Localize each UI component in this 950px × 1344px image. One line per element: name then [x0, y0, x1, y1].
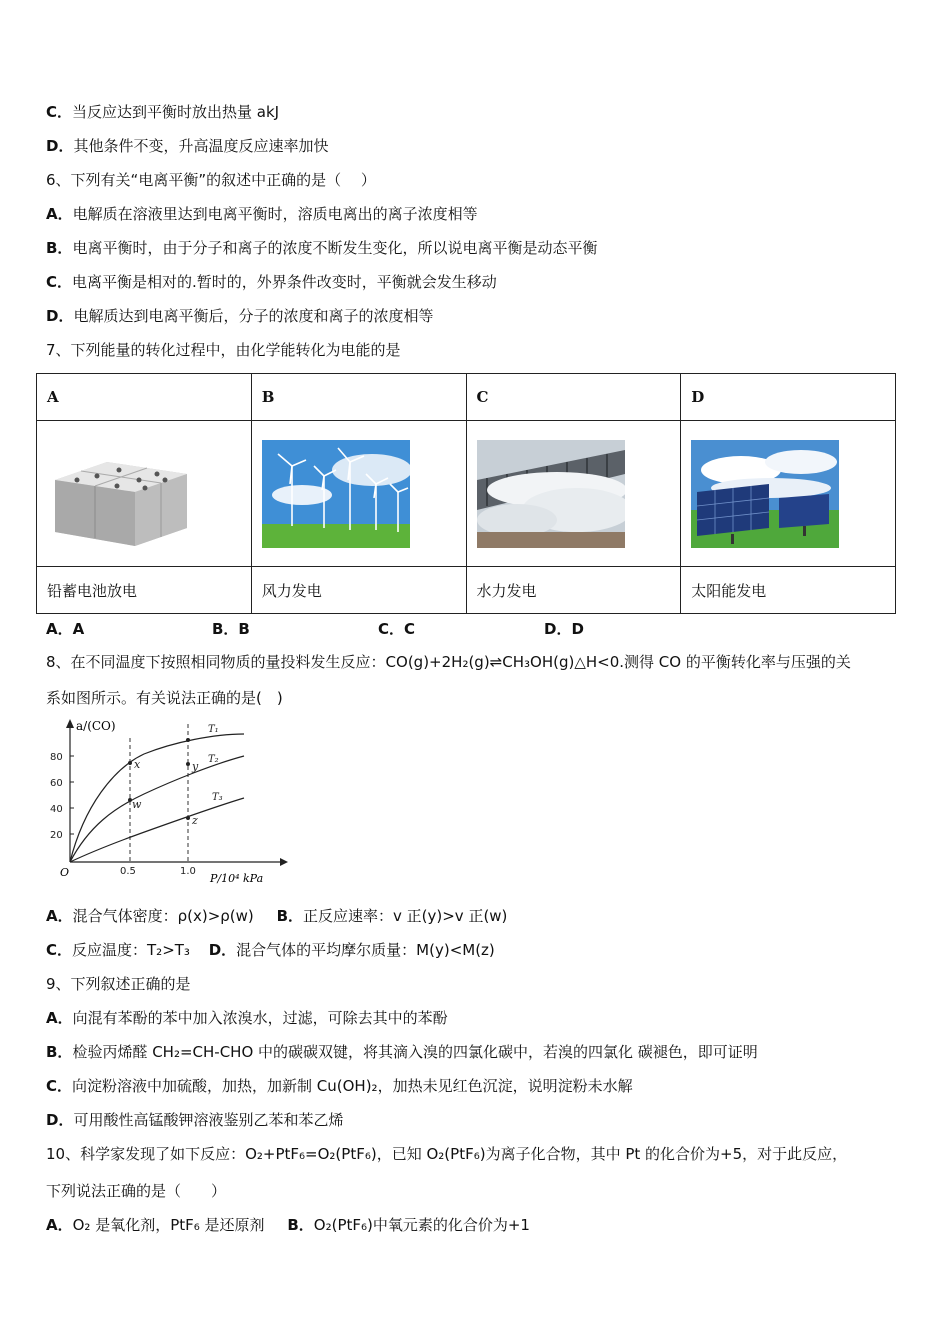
option-text: O₂ 是氧化剂，PtF₆ 是还原剂 — [72, 1216, 265, 1234]
y-axis-arrow — [66, 719, 74, 728]
table-header: A — [37, 374, 252, 421]
x-tick-label: 0.5 — [120, 866, 136, 877]
table-cell-label: 铅蓄电池放电 — [37, 567, 252, 614]
option-text: 混合气体密度：ρ(x)>ρ(w) — [72, 907, 254, 925]
question-10-stem-line2: 下列说法正确的是（ ） — [46, 1182, 227, 1200]
origin-label: O — [60, 866, 70, 879]
table-header: C — [466, 374, 681, 421]
curve-label-t1: T₁ — [208, 724, 219, 735]
option-line — [46, 136, 328, 156]
option-text: 电解质达到电离平衡后，分子的浓度和离子的浓度相等 — [73, 307, 434, 325]
option-text: 电解质在溶液里达到电离平衡时，溶质电离出的离子浓度相等 — [72, 205, 478, 223]
curve-t2 — [70, 756, 244, 862]
option-text: O₂(PtF₆)中氧元素的化合价为+1 — [313, 1216, 530, 1234]
option-line — [46, 306, 433, 326]
point-label-w: w — [132, 798, 142, 811]
y-tick-label: 60 — [50, 778, 63, 789]
option-text: 电离平衡是相对的.暂时的，外界条件改变时，平衡就会发生移动 — [72, 273, 497, 291]
answer-option: B．B — [212, 620, 250, 638]
option-letter: B． — [287, 1216, 314, 1234]
wind-image-cell — [251, 421, 466, 567]
option-line — [46, 1042, 758, 1062]
table-cell-label: 水力发电 — [466, 567, 681, 614]
question-6-stem: 6、下列有关“电离平衡”的叙述中正确的是（ ） — [46, 171, 376, 189]
solar-image-cell — [681, 421, 896, 567]
option-text: 其他条件不变，升高温度反应速率加快 — [73, 137, 329, 155]
option-letter: B． — [276, 907, 303, 925]
question-10-stem-line1: 10、科学家发现了如下反应：O₂+PtF₆=O₂(PtF₆)，已知 O₂(PtF₆)为离子化合物，其中 Pt 的化合价为+5，对于此反应， — [46, 1145, 848, 1163]
answer-option: C．C — [378, 620, 416, 638]
point-y — [186, 762, 190, 766]
table-header: D — [681, 374, 896, 421]
lead-acid-battery-image — [47, 440, 195, 548]
point-label-y: y — [192, 760, 199, 773]
option-letter: D． — [46, 307, 74, 325]
point-label-z: z — [192, 814, 198, 827]
wind-turbines-image — [262, 440, 410, 548]
table-header: B — [251, 374, 466, 421]
option-text: 反应温度：T₂>T₃ — [72, 941, 190, 959]
point-label-x: x — [134, 758, 141, 771]
x-axis-label: P/10⁴ kPa — [210, 872, 264, 885]
curve-label-t2: T₂ — [208, 754, 219, 765]
curve-label-t3: T₃ — [212, 792, 223, 803]
option-line — [46, 1110, 343, 1130]
option-letter: A． — [46, 907, 73, 925]
battery-image-cell — [37, 421, 252, 567]
option-letter: B． — [46, 239, 73, 257]
option-letter: D． — [46, 137, 74, 155]
option-line — [46, 1076, 633, 1096]
option-text: 电离平衡时，由于分子和离子的浓度不断发生变化，所以说电离平衡是动态平衡 — [72, 239, 598, 257]
option-letter: C． — [46, 941, 73, 959]
question-7-answers — [46, 618, 710, 639]
option-text: 向混有苯酚的苯中加入浓溴水，过滤，可除去其中的苯酚 — [72, 1009, 448, 1027]
question-8-stem-line1: 8、在不同温度下按照相同物质的量投料发生反应：CO(g)+2H₂(g)⇌CH₃OH(g)△H<0.测得 CO 的平衡转化率与压强的关 — [46, 653, 851, 671]
option-letter: C． — [46, 103, 73, 121]
option-letter: A． — [46, 205, 73, 223]
option-line — [46, 1215, 530, 1235]
table-cell-label: 风力发电 — [251, 567, 466, 614]
y-tick-label: 40 — [50, 804, 63, 815]
energy-conversion-table — [36, 373, 896, 614]
option-line — [46, 102, 279, 122]
question-9-stem: 9、下列叙述正确的是 — [46, 975, 191, 993]
option-text: 当反应达到平衡时放出热量 akJ — [72, 103, 280, 121]
option-letter: C． — [46, 1077, 73, 1095]
hydro-image-cell — [466, 421, 681, 567]
option-line — [46, 1008, 448, 1028]
option-text: 检验丙烯醛 CH₂=CH-CHO 中的碳碳双键，将其滴入溴的四氯化碳中，若溴的四氯化 碳褪色，即可证明 — [72, 1043, 758, 1061]
option-line — [46, 940, 495, 960]
x-axis-arrow — [280, 858, 288, 866]
point-x — [128, 761, 132, 765]
point-z — [186, 816, 190, 820]
option-text: 混合气体的平均摩尔质量：M(y)<M(z) — [236, 941, 495, 959]
option-letter: C． — [46, 273, 73, 291]
option-letter: A． — [46, 1216, 73, 1234]
option-letter: B． — [46, 1043, 73, 1061]
option-letter: D． — [46, 1111, 74, 1129]
option-text: 向淀粉溶液中加硫酸，加热，加新制 Cu(OH)₂，加热未见红色沉淀，说明淀粉未水解 — [72, 1077, 633, 1095]
y-tick-label: 80 — [50, 752, 63, 763]
option-line — [46, 272, 497, 292]
option-text: 可用酸性高锰酸钾溶液鉴别乙苯和苯乙烯 — [73, 1111, 344, 1129]
curve-t3 — [70, 798, 244, 862]
question-7-stem: 7、下列能量的转化过程中，由化学能转化为电能的是 — [46, 341, 401, 359]
hydropower-dam-image — [477, 440, 625, 548]
answer-option: A．A — [46, 620, 85, 638]
option-line — [46, 204, 478, 224]
x-tick-label: 1.0 — [180, 866, 196, 877]
conversion-vs-pressure-graph — [44, 716, 294, 886]
solar-panels-image — [691, 440, 839, 548]
point-t1-1-0 — [186, 738, 190, 742]
option-text: 正反应速率：v 正(y)>v 正(w) — [303, 907, 508, 925]
answer-option: D．D — [544, 620, 584, 638]
option-line — [46, 906, 507, 926]
option-letter: A． — [46, 1009, 73, 1027]
y-tick-label: 20 — [50, 830, 63, 841]
option-letter: D． — [208, 941, 237, 959]
question-8-stem-line2: 系如图所示。有关说法正确的是( ) — [46, 689, 283, 707]
table-cell-label: 太阳能发电 — [681, 567, 896, 614]
option-line — [46, 238, 597, 258]
y-axis-label: a/(CO) — [76, 719, 116, 733]
